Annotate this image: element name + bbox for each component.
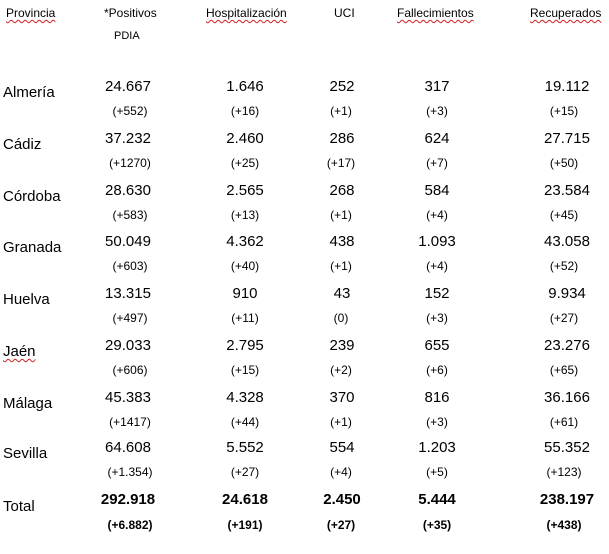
icu-value: 268 [329,182,355,199]
positives-change: (+1417) [109,415,151,429]
positives-change: (+6.882) [107,518,153,532]
deaths-change: (+35) [422,518,452,532]
positives-value: 29.033 [105,337,151,354]
recovered-value: 27.715 [544,130,590,147]
recovered-value: 23.276 [544,337,590,354]
deaths-value: 816 [424,389,450,406]
deaths-value: 1.093 [418,233,456,250]
hospitalization-value: 5.552 [226,439,264,456]
province-name: Granada [3,239,62,256]
table-row [0,333,609,383]
table-row [0,385,609,435]
positives-change: (+552) [112,104,148,118]
hospitalization-value: 1.646 [226,78,264,95]
icu-change: (+4) [330,465,352,479]
header-icu: UCI [334,6,355,20]
province-name: Huelva [3,291,50,308]
positives-value: 64.608 [105,439,151,456]
header-province: Provincia [6,6,56,20]
icu-change: (+1) [330,259,352,273]
hospitalization-value: 2.795 [226,337,264,354]
recovered-change: (+15) [549,104,579,118]
deaths-change: (+3) [426,415,448,429]
hospitalization-change: (+191) [227,518,263,532]
positives-value: 45.383 [105,389,151,406]
positives-change: (+583) [112,208,148,222]
deaths-change: (+7) [426,156,448,170]
positives-change: (+497) [112,311,148,325]
hospitalization-value: 4.328 [226,389,264,406]
icu-change: (0) [333,311,349,325]
total-row [0,486,609,536]
deaths-change: (+3) [426,104,448,118]
table-row [0,74,609,124]
recovered-change: (+50) [549,156,579,170]
header-recovered: Recuperados [530,6,602,20]
hospitalization-change: (+13) [230,208,260,222]
deaths-change: (+4) [426,208,448,222]
hospitalization-change: (+44) [230,415,260,429]
positives-change: (+1270) [109,156,151,170]
icu-value: 43 [333,285,351,302]
positives-value: 50.049 [105,233,151,250]
recovered-value: 36.166 [544,389,590,406]
positives-value: 28.630 [105,182,151,199]
table-row [0,229,609,279]
total-label: Total [3,498,35,515]
hospitalization-change: (+40) [230,259,260,273]
hospitalization-change: (+15) [230,363,260,377]
province-name: Málaga [3,395,53,412]
deaths-change: (+3) [426,311,448,325]
positives-value: 13.315 [105,285,151,302]
recovered-change: (+27) [549,311,579,325]
header-hospitalization: Hospitalización [206,6,287,20]
recovered-change: (+438) [546,518,582,532]
hospitalization-value: 24.618 [222,491,268,508]
icu-value: 2.450 [323,491,361,508]
province-name: Cádiz [3,136,42,153]
deaths-change: (+4) [426,259,448,273]
hospitalization-change: (+25) [230,156,260,170]
province-name: Jaén [3,343,36,360]
hospitalization-value: 4.362 [226,233,264,250]
icu-change: (+2) [330,363,352,377]
table-row [0,435,609,485]
hospitalization-value: 2.565 [226,182,264,199]
icu-change: (+1) [330,415,352,429]
recovered-value: 43.058 [544,233,590,250]
icu-value: 286 [329,130,355,147]
recovered-change: (+52) [549,259,579,273]
recovered-value: 55.352 [544,439,590,456]
recovered-value: 238.197 [539,491,595,508]
hospitalization-change: (+11) [231,311,259,325]
recovered-change: (+123) [546,465,582,479]
hospitalization-change: (+27) [230,465,260,479]
icu-change: (+27) [326,518,356,532]
icu-change: (+1) [330,104,352,118]
table-row [0,281,609,331]
hospitalization-value: 910 [232,285,258,302]
deaths-value: 624 [424,130,450,147]
hospitalization-value: 2.460 [226,130,264,147]
province-name: Almería [3,84,55,101]
icu-value: 438 [329,233,355,250]
icu-value: 370 [329,389,355,406]
icu-change: (+17) [326,156,356,170]
recovered-change: (+45) [549,208,579,222]
positives-value: 37.232 [105,130,151,147]
hospitalization-change: (+16) [230,104,260,118]
recovered-value: 9.934 [548,285,586,302]
deaths-value: 1.203 [418,439,456,456]
positives-change: (+603) [112,259,148,273]
icu-value: 239 [329,337,355,354]
recovered-change: (+65) [549,363,579,377]
header-deaths: Fallecimientos [397,6,474,20]
icu-value: 252 [329,78,355,95]
deaths-value: 655 [424,337,450,354]
deaths-value: 317 [424,78,450,95]
recovered-value: 23.584 [544,182,590,199]
positives-change: (+1.354) [107,465,153,479]
deaths-value: 152 [424,285,450,302]
header-positives: *Positivos [104,6,157,20]
province-name: Córdoba [3,188,61,205]
deaths-change: (+6) [426,363,448,377]
province-name: Sevilla [3,445,48,462]
deaths-change: (+5) [426,465,448,479]
positives-value: 292.918 [100,491,156,508]
positives-value: 24.667 [105,78,151,95]
recovered-change: (+61) [549,415,579,429]
table-row [0,126,609,176]
deaths-value: 584 [424,182,450,199]
recovered-value: 19.112 [544,78,590,95]
icu-change: (+1) [330,208,352,222]
icu-value: 554 [329,439,355,456]
deaths-value: 5.444 [418,491,456,508]
positives-change: (+606) [112,363,148,377]
table-row [0,178,609,228]
header-positives-sub: PDIA [114,30,140,42]
